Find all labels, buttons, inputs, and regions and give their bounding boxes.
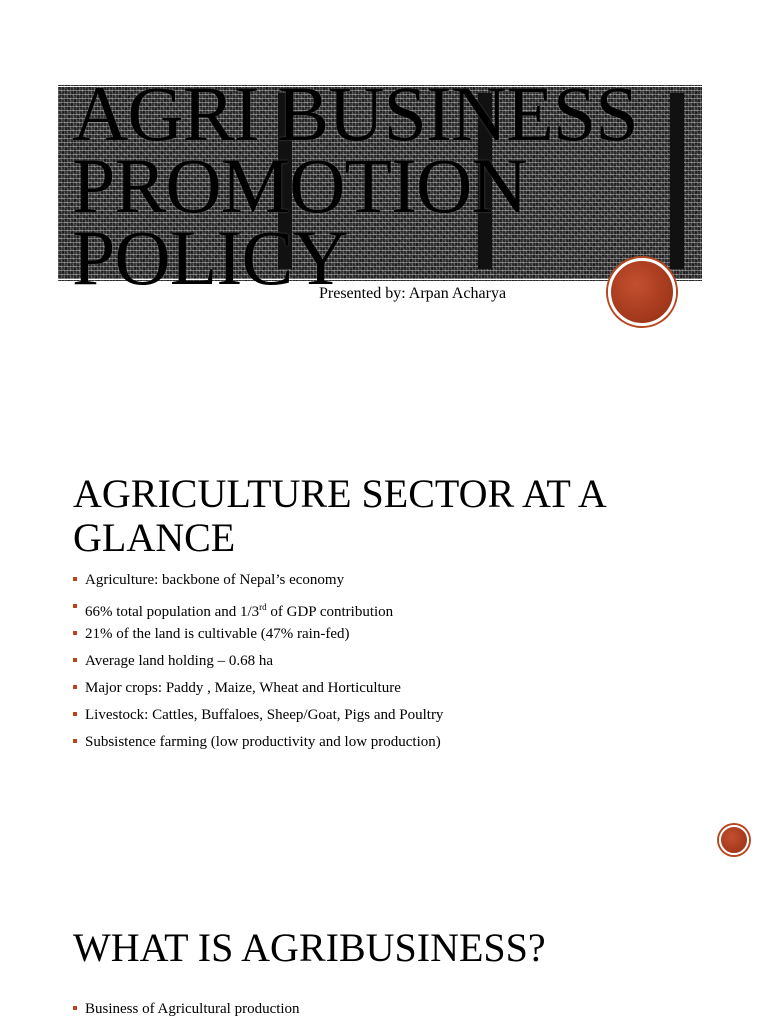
square-bullet-icon: [73, 685, 77, 689]
list-item: [73, 594, 443, 621]
bullet-text-pre: 66% total population and 1/3: [85, 604, 260, 620]
square-bullet-icon: [73, 658, 77, 662]
list-item: [73, 729, 443, 756]
bullet-list: [73, 996, 300, 1023]
bullet-text: Business of Agricultural production: [85, 1001, 300, 1017]
bullet-text: 21% of the land is cultivable (47% rain-fed): [85, 626, 350, 642]
slide-title: AGRICULTURE SECTOR AT A GLANCE: [73, 471, 605, 560]
orange-circle-icon: [608, 258, 676, 326]
bullet-list: [73, 567, 443, 756]
square-bullet-icon: [73, 739, 77, 743]
presenter-line: Presented by: Arpan Acharya: [319, 285, 507, 302]
list-item: [73, 702, 443, 729]
bullet-text-post: of GDP contribution: [266, 604, 394, 620]
orange-circle-icon: [719, 825, 749, 855]
square-bullet-icon: [73, 631, 77, 635]
list-item: [73, 675, 443, 702]
bullet-text-superscript: rd: [259, 602, 267, 612]
bullet-text: Subsistence farming (low productivity and low production): [85, 734, 441, 750]
bullet-text: Major crops: Paddy , Maize, Wheat and Horticulture: [85, 680, 401, 696]
list-item: [73, 621, 443, 648]
list-item: [73, 567, 443, 594]
square-bullet-icon: [73, 604, 77, 608]
square-bullet-icon: [73, 712, 77, 716]
slide-title: WHAT IS AGRIBUSINESS?: [73, 925, 546, 970]
square-bullet-icon: [73, 1006, 77, 1010]
bullet-text: Average land holding – 0.68 ha: [85, 653, 274, 669]
agriculture-sector-slide: [0, 460, 768, 860]
what-is-agribusiness-slide: [0, 900, 768, 1024]
bullet-text: Livestock: Cattles, Buffaloes, Sheep/Goat, Pigs and Poultry: [85, 707, 444, 723]
title-slide: [0, 0, 768, 380]
list-item: [73, 996, 300, 1023]
bullet-text: Agriculture: backbone of Nepal’s economy: [85, 572, 345, 588]
presentation-title: AGRI BUSINESS PROMOTION POLICY: [72, 70, 638, 301]
square-bullet-icon: [73, 577, 77, 581]
list-item: [73, 648, 443, 675]
